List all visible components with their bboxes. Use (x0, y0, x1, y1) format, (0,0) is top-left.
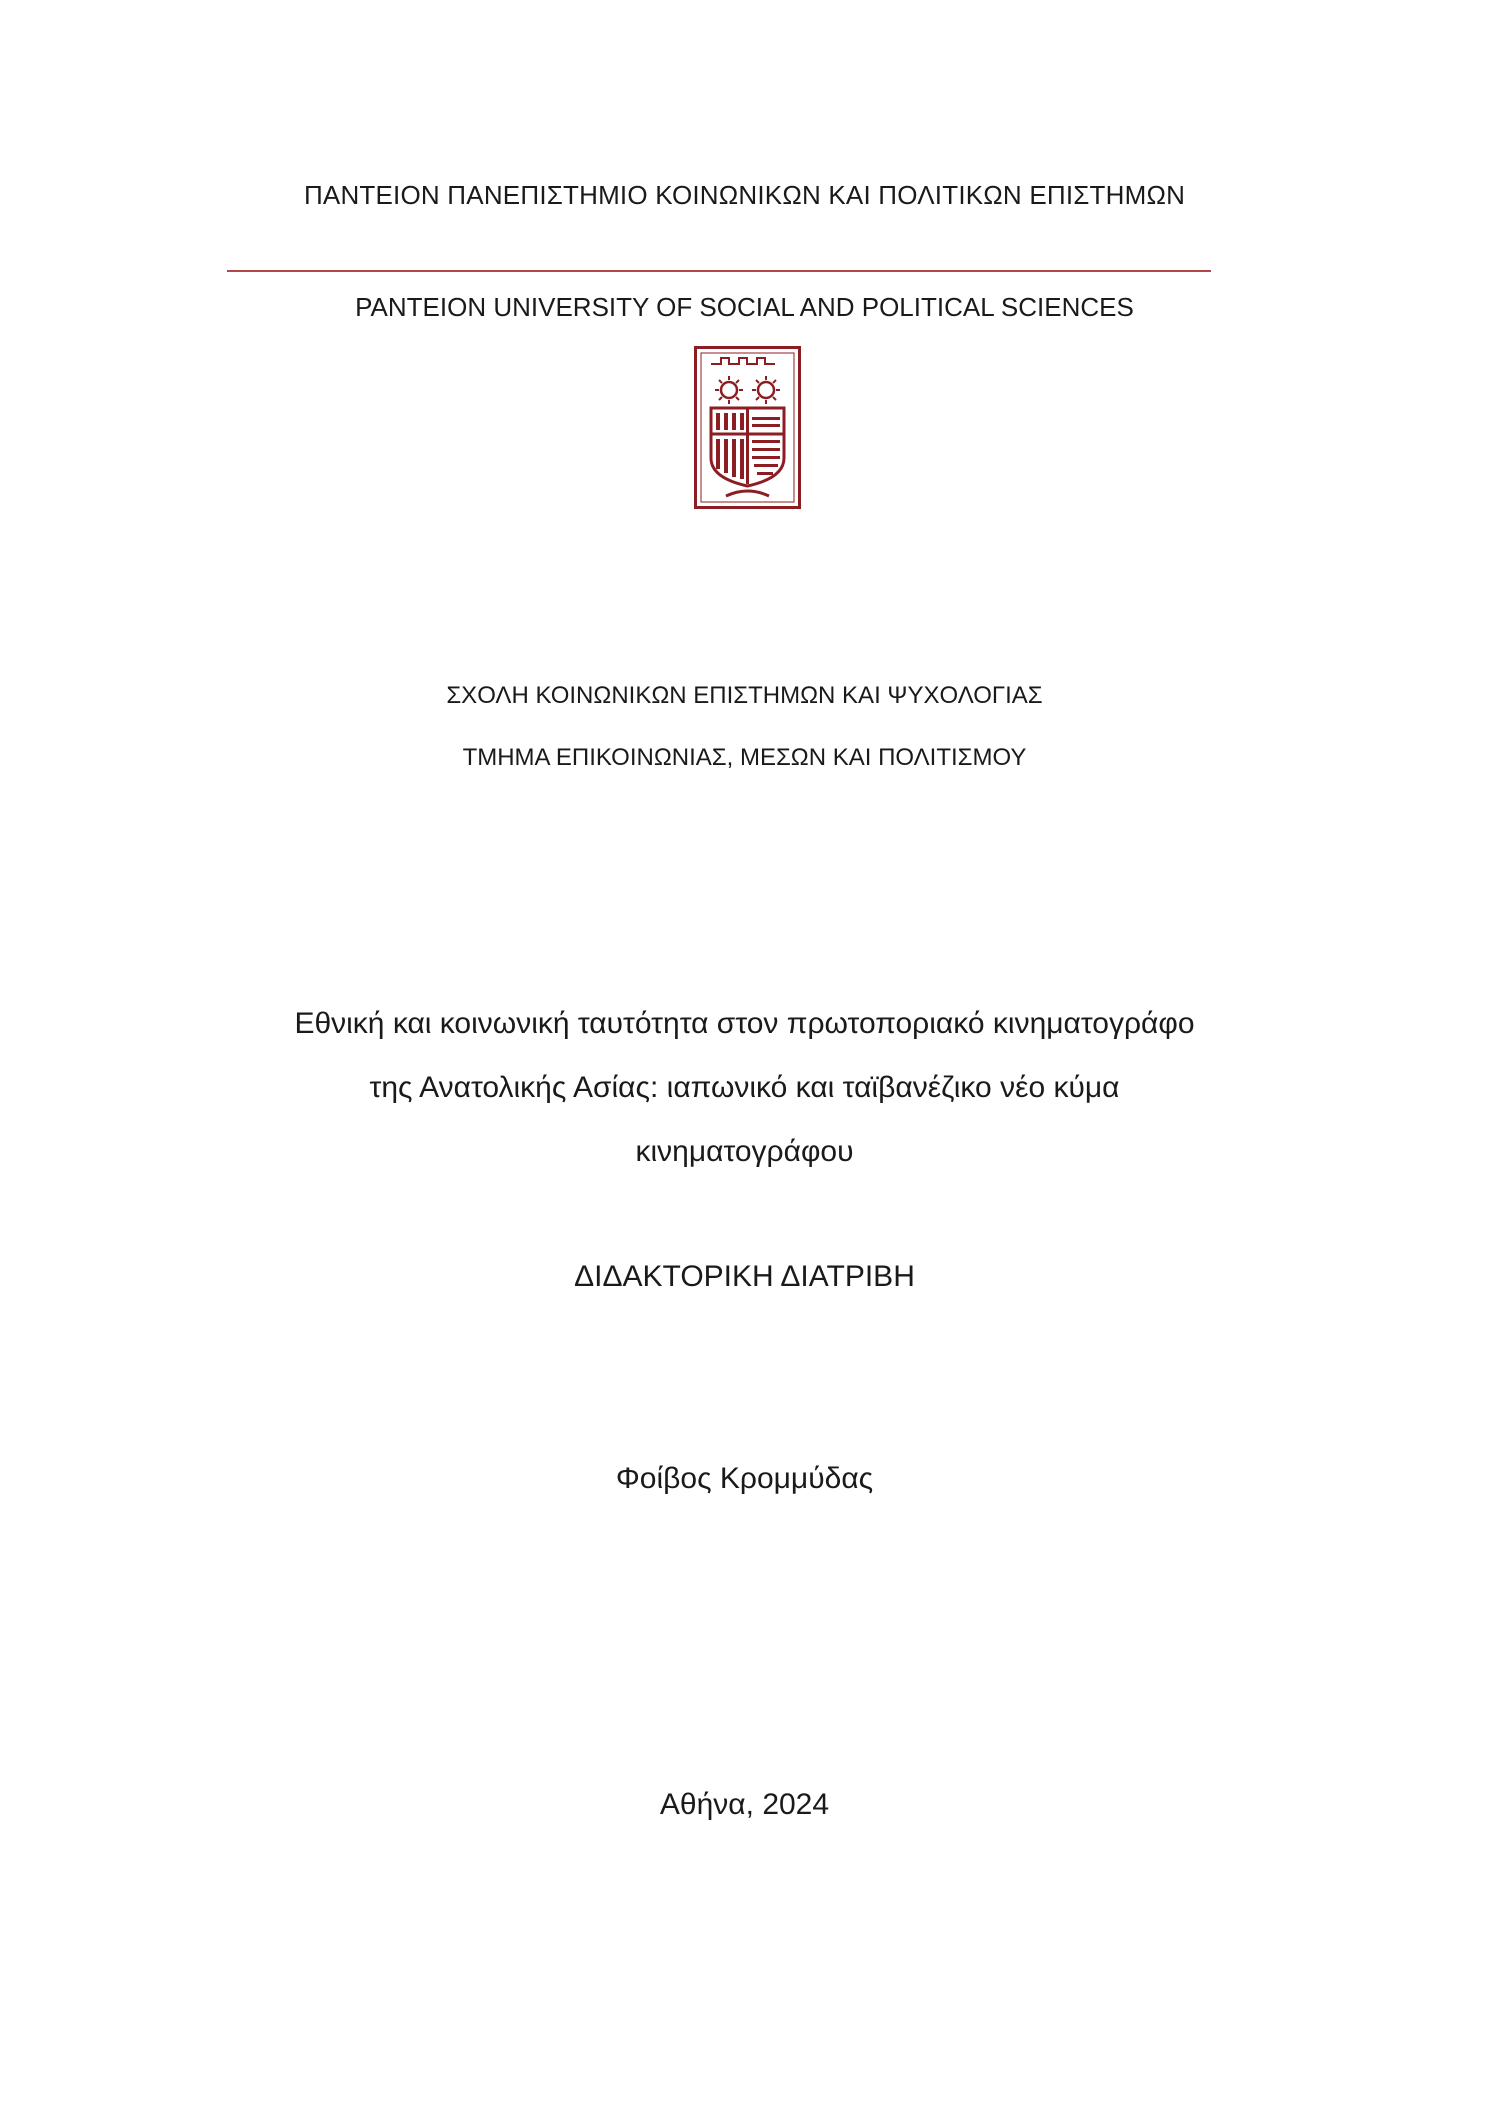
department-name: ΤΜΗΜΑ ΕΠΙΚΟΙΝΩΝΙΑΣ, ΜΕΣΩΝ ΚΑΙ ΠΟΛΙΤΙΣΜΟΥ (462, 744, 1027, 771)
thesis-title-line: Εθνική και κοινωνική ταυτότητα στον πρωτοποριακό κινηματογράφο (294, 1007, 1195, 1040)
place-and-date: Αθήνα, 2024 (659, 1788, 830, 1821)
author-name: Φοίβος Κρομμύδας (615, 1462, 874, 1495)
thesis-title (200, 992, 1289, 1184)
university-name-greek: ΠΑΝΤΕΙΟΝ ΠΑΝΕΠΙΣΤΗΜΙΟ ΚΟΙΝΩΝΙΚΩΝ ΚΑΙ ΠΟΛΙΤΙΚΩΝ ΕΠΙΣΤΗΜΩΝ (303, 180, 1186, 210)
school-name: ΣΧΟΛΗ ΚΟΙΝΩΝΙΚΩΝ ΕΠΙΣΤΗΜΩΝ ΚΑΙ ΨΥΧΟΛΟΓΙΑΣ (446, 682, 1043, 709)
thesis-title-line: της Ανατολικής Ασίας: ιαπωνικό και ταϊβανέζικο νέο κύμα (369, 1071, 1120, 1104)
university-crest-icon (694, 346, 801, 509)
thesis-title-line: κινηματογράφου (635, 1135, 854, 1168)
document-type: ΔΙΔΑΚΤΟΡΙΚΗ ΔΙΑΤΡΙΒΗ (574, 1260, 915, 1293)
header-divider (227, 270, 1211, 272)
university-name-english: PANTEION UNIVERSITY OF SOCIAL AND POLITICAL SCIENCES (355, 292, 1134, 322)
